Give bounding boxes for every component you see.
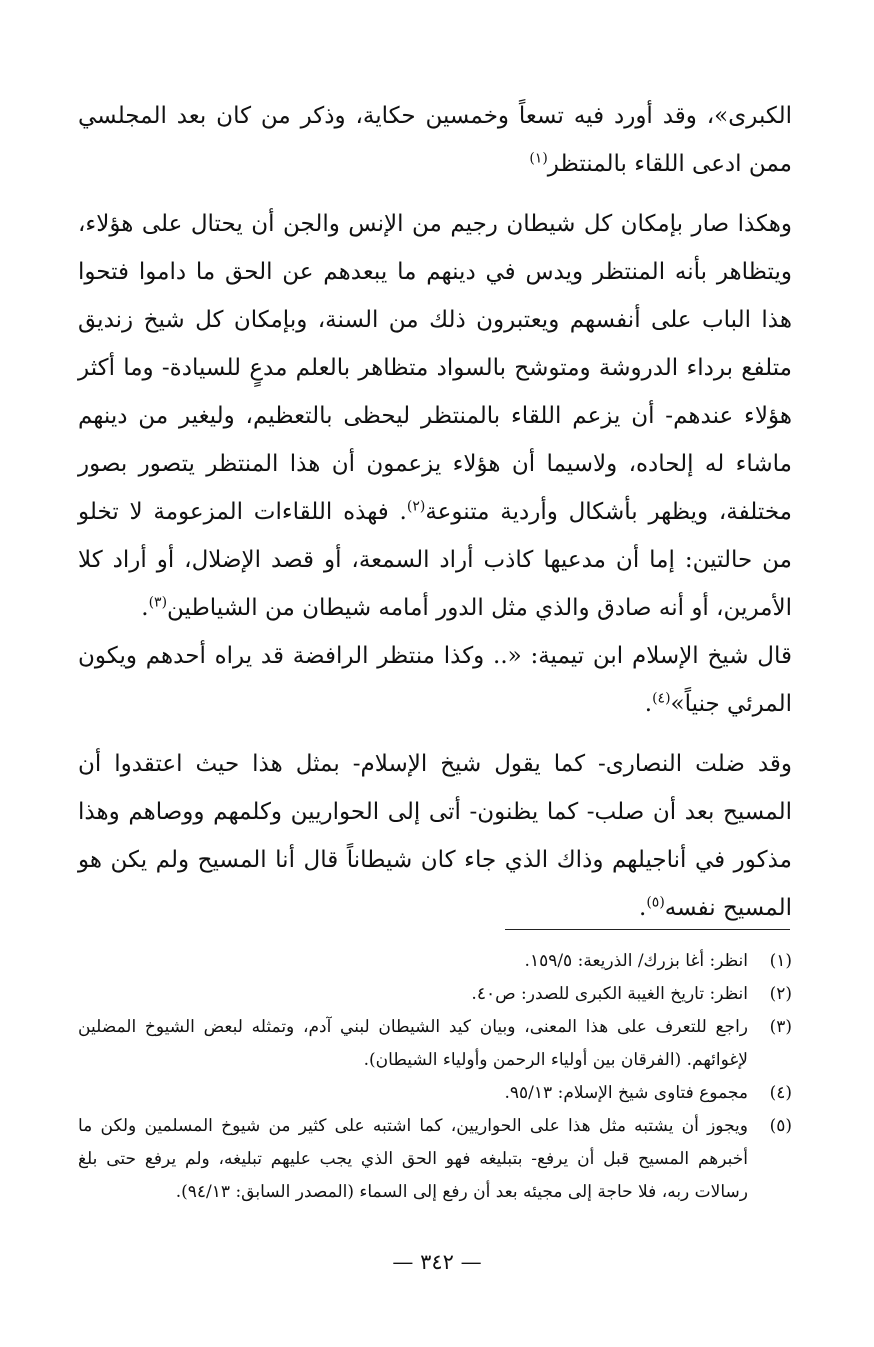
footnote-text: راجع للتعرف على هذا المعنى، وبيان كيد الشيطان لبني آدم، وتمثله لبعض الشيوخ المضلين لإغوائهم. (الفرقان بين أولياء الرحمن وأولياء الشيطان). [78, 1017, 748, 1070]
footnote-text: ويجوز أن يشتبه مثل هذا على الحواريين، كما اشتبه على كثير من شيوخ المسلمين ولكن ما أخبرهم المسيح قبل أن يرفع- بتبليغه فهو الحق الذي يجب عليهم تبليغه، ولم يرفع حتى بلغ رسالات ربه، فلا حاجة إلى مجيئه بعد أن رفع إلى السماء (المصدر السابق: ٩٤/١٣). [78, 1116, 748, 1202]
footnote-text: انظر: تاريخ الغيبة الكبرى للصدر: ص٤٠. [471, 984, 748, 1004]
footnote-ref-3: (٣) [148, 594, 168, 611]
paragraph-text: وقد ضلت النصارى- كما يقول شيخ الإسلام- بمثل هذا حيث اعتقدوا أن المسيح بعد أن صلب- كما يظنون- أتى إلى الحواريين وكلمهم ووصاهم وهذا مذكور في أناجيلهم وذاك الذي جاء كان شيطاناً قال أنا المسيح ولم يكن هو المسيح نفسه [78, 751, 792, 921]
page-number: — ٣٤٢ — [392, 1250, 482, 1274]
paragraph-tail: . [644, 691, 653, 717]
footnote-ref-1: (١) [529, 150, 548, 167]
paragraph-3 [78, 632, 792, 728]
footnote-number: (٤) [769, 1083, 792, 1103]
footnote-number: (١) [769, 951, 792, 971]
footnotes-section [78, 945, 792, 1209]
paragraph-tail-2: . [141, 595, 149, 621]
paragraph-text: وهكذا صار بإمكان كل شيطان رجيم من الإنس والجن أن يحتال على هؤلاء، ويتظاهر بأنه المنتظر ويدس في دينهم ما يبعدهم عن الحق ما داموا فتحوا هذا الباب على أنفسهم ويعتبرون ذلك من السنة، وبإمكان كل شيخ زنديق متلفع برداء الدروشة ومتوشح بالسواد متظاهر بالعلم مدعٍ للسيادة- وما أكثر هؤلاء عندهم- أن يزعم اللقاء بالمنتظر ليحظى بالتعظيم، وليغير من دينهم ماشاء له إلحاده، ولاسيما أن هؤلاء يزعمون أن هذا المنتظر يتصور بصور مختلفة، ويظهر بأشكال وأردية متنوعة [78, 211, 792, 525]
footnote-2 [78, 978, 792, 1011]
footnote-1 [78, 945, 792, 978]
paragraph-tail: . فهذه اللقاءات المزعومة لا تخلو من حالتين: إما أن مدعيها كاذب أراد السمعة، أو قصد الإضلال، أو أراد كلا الأمرين، أو أنه صادق والذي مثل الدور أمامه شيطان من الشياطين [78, 499, 792, 621]
footnote-number: (٣) [769, 1017, 792, 1037]
paragraph-4 [78, 740, 792, 932]
paragraph-text: الكبرى»، وقد أورد فيه تسعاً وخمسين حكاية، وذكر من كان بعد المجلسي ممن ادعى اللقاء بالمنتظر [78, 103, 792, 177]
footnote-ref-2: (٢) [406, 498, 426, 515]
footnote-text: مجموع فتاوى شيخ الإسلام: ٩٥/١٣. [504, 1083, 748, 1103]
paragraph-text: قال شيخ الإسلام ابن تيمية: «.. وكذا منتظر الرافضة قد يراه أحدهم ويكون المرئي جنياً» [78, 643, 792, 717]
footnote-ref-4: (٤) [652, 690, 671, 707]
footnote-separator [505, 929, 790, 930]
footnote-number: (٥) [769, 1116, 792, 1136]
footnote-5 [78, 1110, 792, 1209]
paragraph-tail: . [639, 895, 647, 921]
footnote-text: انظر: أغا بزرك/ الذريعة: ١٥٩/٥. [524, 951, 748, 971]
footnote-3 [78, 1011, 792, 1077]
paragraph-2 [78, 200, 792, 632]
footnote-ref-5: (٥) [646, 894, 665, 911]
paragraph-1 [78, 92, 792, 188]
footnote-4 [78, 1077, 792, 1110]
footnote-number: (٢) [769, 984, 792, 1004]
